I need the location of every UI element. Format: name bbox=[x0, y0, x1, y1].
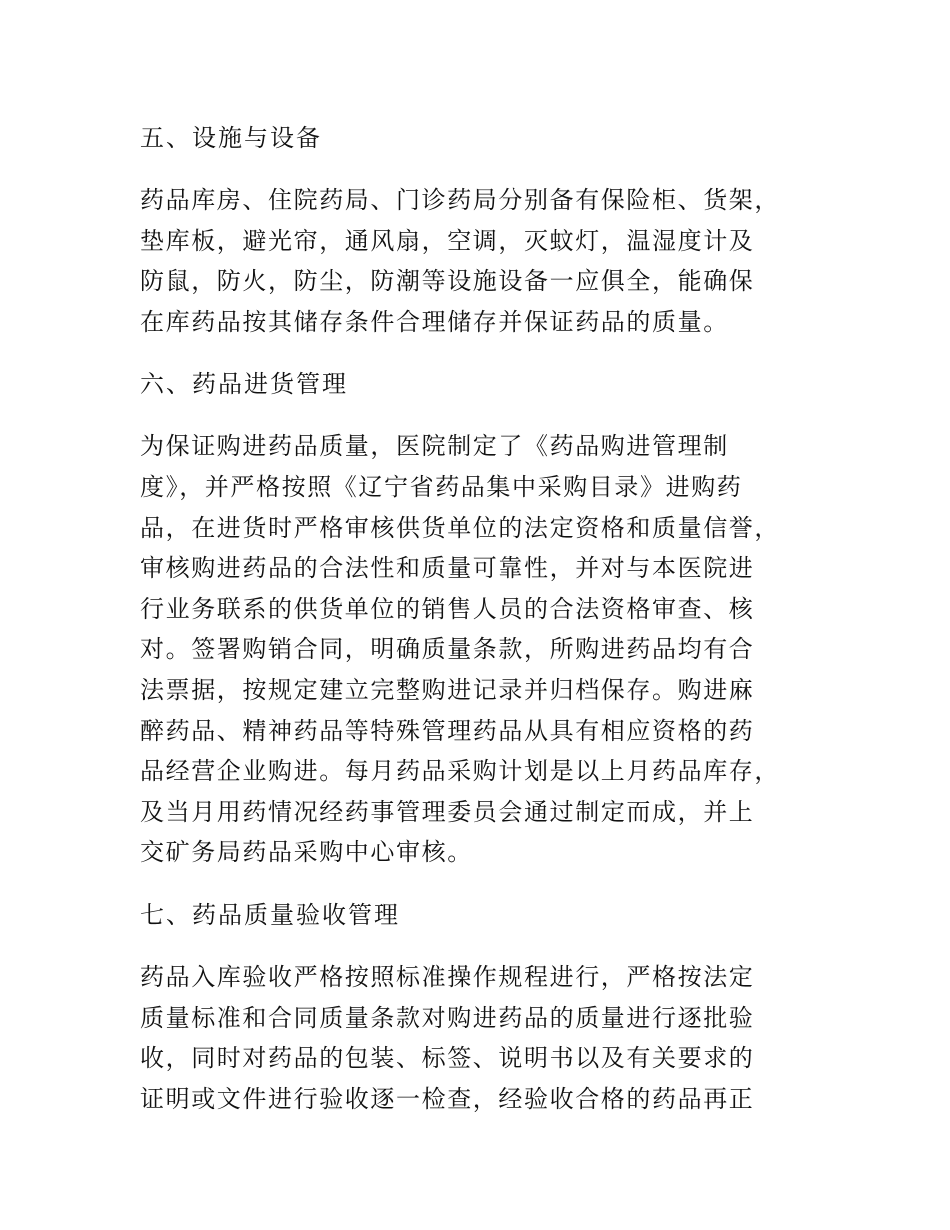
section-heading-inspection: 七、药品质量验收管理 bbox=[140, 900, 400, 929]
text-line: 质量标准和合同质量条款对购进药品的质量进行逐批验 bbox=[140, 1003, 755, 1032]
section-body-facilities bbox=[140, 180, 810, 342]
text-line: 药品入库验收严格按照标准操作规程进行，严格按法定 bbox=[140, 962, 755, 991]
text-line: 证明或文件进行验收逐一检查，经验收合格的药品再正 bbox=[140, 1084, 755, 1113]
text-line: 及当月用药情况经药事管理委员会通过制定而成，并上 bbox=[140, 797, 755, 826]
text-line: 防鼠，防火，防尘，防潮等设施设备一应俱全，能确保 bbox=[140, 267, 755, 296]
text-line: 交矿务局药品采购中心审核。 bbox=[140, 838, 473, 867]
text-line: 药品库房、住院药局、门诊药局分别备有保险柜、货架， bbox=[140, 186, 780, 214]
text-line: 醉药品、精神药品等特殊管理药品从具有相应资格的药 bbox=[140, 716, 755, 745]
text-line: 审核购进药品的合法性和质量可靠性，并对与本医院进 bbox=[140, 554, 755, 583]
text-line: 行业务联系的供货单位的销售人员的合法资格审查、核 bbox=[140, 594, 755, 623]
text-line: 垫库板，避光帘，通风扇，空调，灭蚊灯，温湿度计及 bbox=[140, 226, 755, 255]
text-line: 收，同时对药品的包装、标签、说明书以及有关要求的 bbox=[140, 1044, 755, 1073]
section-heading-procurement: 六、药品进货管理 bbox=[140, 370, 348, 399]
text-line: 为保证购进药品质量，医院制定了《药品购进管理制 bbox=[140, 432, 729, 461]
text-line: 品经营企业购进。每月药品采购计划是以上月药品库存， bbox=[140, 757, 780, 786]
text-line: 法票据，按规定建立完整购进记录并归档保存。购进麻 bbox=[140, 675, 755, 704]
text-line: 在库药品按其储存条件合理储存并保证药品的质量。 bbox=[140, 307, 729, 336]
text-line: 度》，并严格按照《辽宁省药品集中采购目录》进购药 bbox=[140, 472, 743, 501]
text-line: 对。签署购销合同，明确质量条款，所购进药品均有合 bbox=[140, 635, 755, 664]
section-body-inspection bbox=[140, 957, 810, 1119]
section-body-procurement bbox=[140, 426, 810, 873]
section-heading-facilities: 五、设施与设备 bbox=[140, 124, 322, 152]
document-page bbox=[140, 118, 810, 1141]
text-line: 品，在进货时严格审核供货单位的法定资格和质量信誉， bbox=[140, 513, 780, 542]
